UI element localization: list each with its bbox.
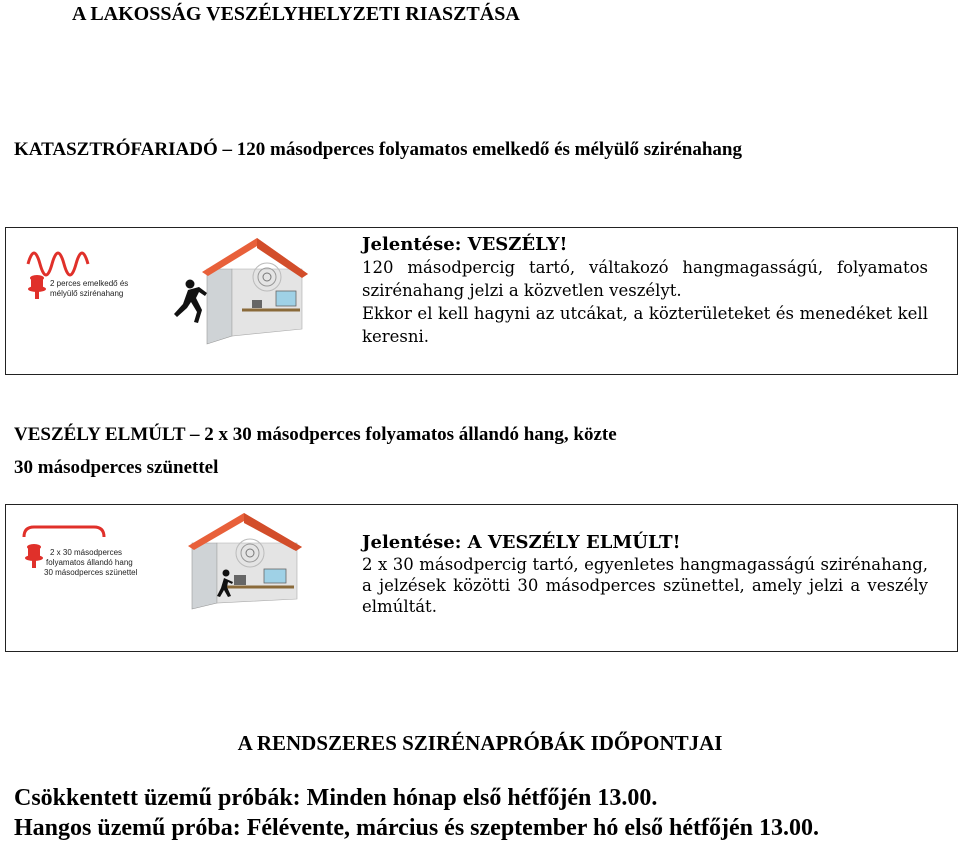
schedule-line-reduced: Csökkentett üzemű próbák: Minden hónap első hétfőjén 13.00. xyxy=(14,785,658,811)
all-clear-meaning-label: Jelentése: A VESZÉLY ELMÚLT! xyxy=(362,532,681,553)
siren-caption-2: folyamatos állandó hang xyxy=(46,558,133,567)
running-person-icon xyxy=(174,280,207,324)
siren-caption-1: 2 x 30 másodperces xyxy=(50,548,123,557)
siren-icon xyxy=(25,544,43,568)
siren-icon xyxy=(28,275,46,299)
danger-alert-box xyxy=(5,227,958,375)
siren-caption-2: mélyülő szirénahang xyxy=(50,289,124,298)
danger-description-1: 120 másodpercig tartó, váltakozó hangmagasságú, folyamatos szirénahang jelzi a közvetlen veszélyt. xyxy=(362,258,928,300)
steady-tone-icon xyxy=(24,527,104,537)
danger-siren-illustration xyxy=(12,234,312,366)
page-title: A LAKOSSÁG VESZÉLYHELYZETI RIASZTÁSA xyxy=(72,3,520,25)
siren-caption-3: 30 másodperces szünettel xyxy=(44,568,138,577)
house-icon xyxy=(202,238,308,344)
house-icon xyxy=(188,513,302,609)
schedule-line-loud: Hangos üzemű próba: Félévente, március és szeptember hó első hétfőjén 13.00. xyxy=(14,815,820,841)
section1-heading: KATASZTRÓFARIADÓ – 120 másodperces folyamatos emelkedő és mélyülő szirénahang xyxy=(14,139,742,160)
all-clear-siren-illustration xyxy=(12,511,312,643)
all-clear-description: 2 x 30 másodpercig tartó, egyenletes hangmagasságú szirénahang, a jelzések közötti 30 másodperces szünettel, amely jelzi a veszély elmúltát. xyxy=(362,555,928,616)
section2-heading-line2: 30 másodperces szünettel xyxy=(14,457,219,478)
danger-meaning-label: Jelentése: VESZÉLY! xyxy=(362,234,568,255)
siren-caption-1: 2 perces emelkedő és xyxy=(50,279,129,288)
all-clear-box xyxy=(5,504,958,652)
section2-heading-line1: VESZÉLY ELMÚLT – 2 x 30 másodperces folyamatos állandó hang, közte xyxy=(14,424,617,445)
schedule-title: A RENDSZERES SZIRÉNAPRÓBÁK IDŐPONTJAI xyxy=(237,731,723,755)
wave-icon xyxy=(28,253,88,275)
danger-description-2: Ekkor el kell hagyni az utcákat, a közterületeket és menedéket kell keresni. xyxy=(362,304,928,346)
